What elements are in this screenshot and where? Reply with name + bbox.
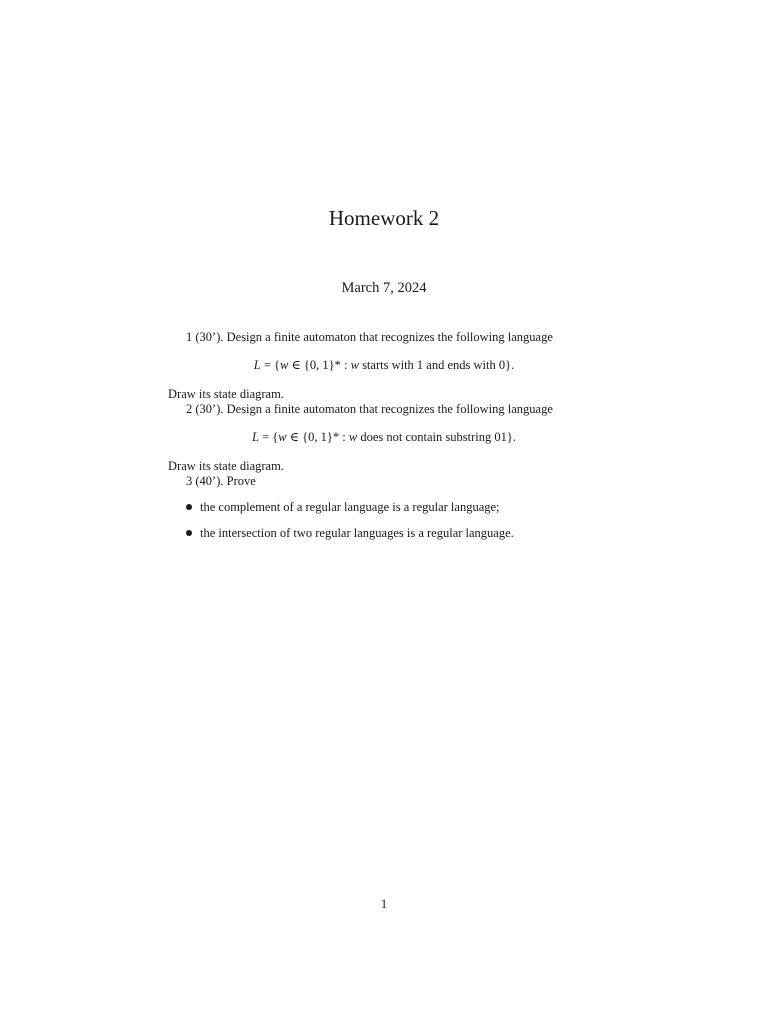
problem-2-followup: Draw its state diagram. [168,459,284,473]
math-text: = { [260,358,281,372]
problem-1-equation [0,357,768,373]
bullet-item [186,525,514,541]
math-text: does not contain substring 01}. [357,430,516,444]
page-number: 1 [380,897,388,911]
math-text: ∈ {0, 1}* : [288,358,351,372]
math-text: ∈ {0, 1}* : [286,430,349,444]
math-symbol: L [253,358,261,372]
problem-2-equation [0,429,768,445]
math-text: = { [258,430,279,444]
math-text: starts with 1 and ends with 0}. [358,358,515,372]
math-symbol: L [252,430,259,444]
math-symbol: w [348,430,358,444]
problem-1-followup: Draw its state diagram. [168,387,284,401]
bullet-dot-icon [186,504,192,510]
bullet-item [186,499,500,515]
bullet-text: the complement of a regular language is a regular language; [200,500,500,514]
math-symbol: w [280,358,289,372]
math-symbol: w [278,430,287,444]
bullet-dot-icon [186,530,192,536]
problem-1-heading: 1 (30’). Design a finite automaton that recognizes the following language [186,330,553,344]
math-symbol: w [350,358,359,372]
problem-3-heading: 3 (40’). Prove [186,474,256,488]
document-title: Homework 2 [328,206,440,230]
problem-2-heading: 2 (30’). Design a finite automaton that recognizes the following language [186,402,553,416]
bullet-text: the intersection of two regular languages is a regular language. [200,526,514,540]
document-date: March 7, 2024 [341,280,427,296]
